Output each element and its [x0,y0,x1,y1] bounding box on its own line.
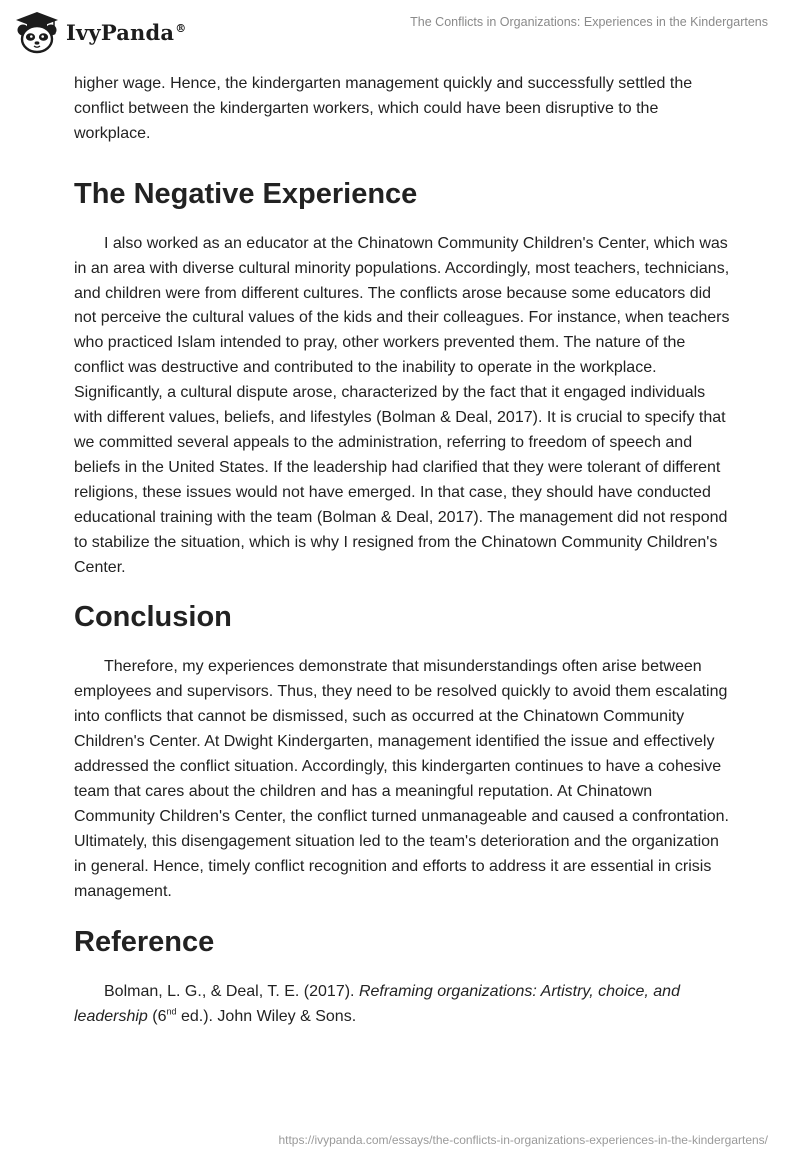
intro-paragraph: higher wage. Hence, the kindergarten management quickly and successfully settled the conflict between the kindergarten workers, which could have been disruptive to the workplace. [74,75,693,142]
registered-mark: ® [175,21,187,35]
panda-graduate-icon [14,10,60,54]
negative-experience-paragraph: I also worked as an educator at the Chinatown Community Children's Center, which was in an area with diverse cultural minority populations. Accordingly, most teachers, technicians, and children were from different cultures. The conflicts arose because some educators did not perceive the cultural values of the kids and their colleagues. For instance, when teachers who practiced Islam intended to pray, other workers prevented them. The nature of the conflict was destructive and contributed to the inability to operate in the workplace. Significantly, a cultural dispute arose, characterized by the fact that it engaged individuals with different values, beliefs, and lifestyles (Bolman & Deal, 2017). It is crucial to specify that we committed several appeals to the administration, referring to freedom of speech and beliefs in the United States. If the leadership had clarified that they were tolerant of different religions, these issues would not have emerged. In that case, they should have conducted educational training with the team (Bolman & Deal, 2017). The management did not respond to stabilize the situation, which is why I resigned from the Chinatown Community Children's Center. [74,234,730,576]
page-header [0,0,800,70]
reference-edition-sup: nd [166,1007,177,1018]
logo-text: IvyPanda® [66,19,187,45]
essay-content [74,72,734,1030]
reference-edition-suffix: ed.). John Wiley & Sons. [176,1008,357,1026]
conclusion-paragraph: Therefore, my experiences demonstrate that misunderstandings often arise between employees and supervisors. Thus, they need to be resolved quickly to avoid them escalating into conflicts that cannot be dismissed, such as occurred at the Chinatown Community Children's Center. At Dwight Kindergarten, management identified the issue and effectively addressed the conflict situation. Accordingly, this kindergarten continues to have a cohesive team that cares about the children and has a meaningful reputation. At Chinatown Community Children's Center, the conflict turned unmanageable and caused a confrontation. Ultimately, this disengagement situation led to the team's deterioration and the organization in general. Hence, timely conflict recognition and efforts to address it are essential in crisis management. [74,658,729,900]
reference-entry [74,980,734,1030]
conclusion-heading: Conclusion [74,601,232,634]
reference-heading: Reference [74,926,215,959]
reference-title: Reframing organizations: Artistry, choice, and leadership [74,983,680,1026]
reference-edition-prefix: (6 [147,1008,167,1026]
ivypanda-logo[interactable] [14,10,186,54]
document-title: The Conflicts in Organizations: Experiences in the Kindergartens [410,15,768,29]
source-url[interactable]: https://ivypanda.com/essays/the-conflicts-in-organizations-experiences-in-the-kindergartens/ [278,1133,768,1147]
negative-experience-heading: The Negative Experience [74,177,418,210]
reference-authors: Bolman, L. G., & Deal, T. E. (2017). [104,983,359,1001]
